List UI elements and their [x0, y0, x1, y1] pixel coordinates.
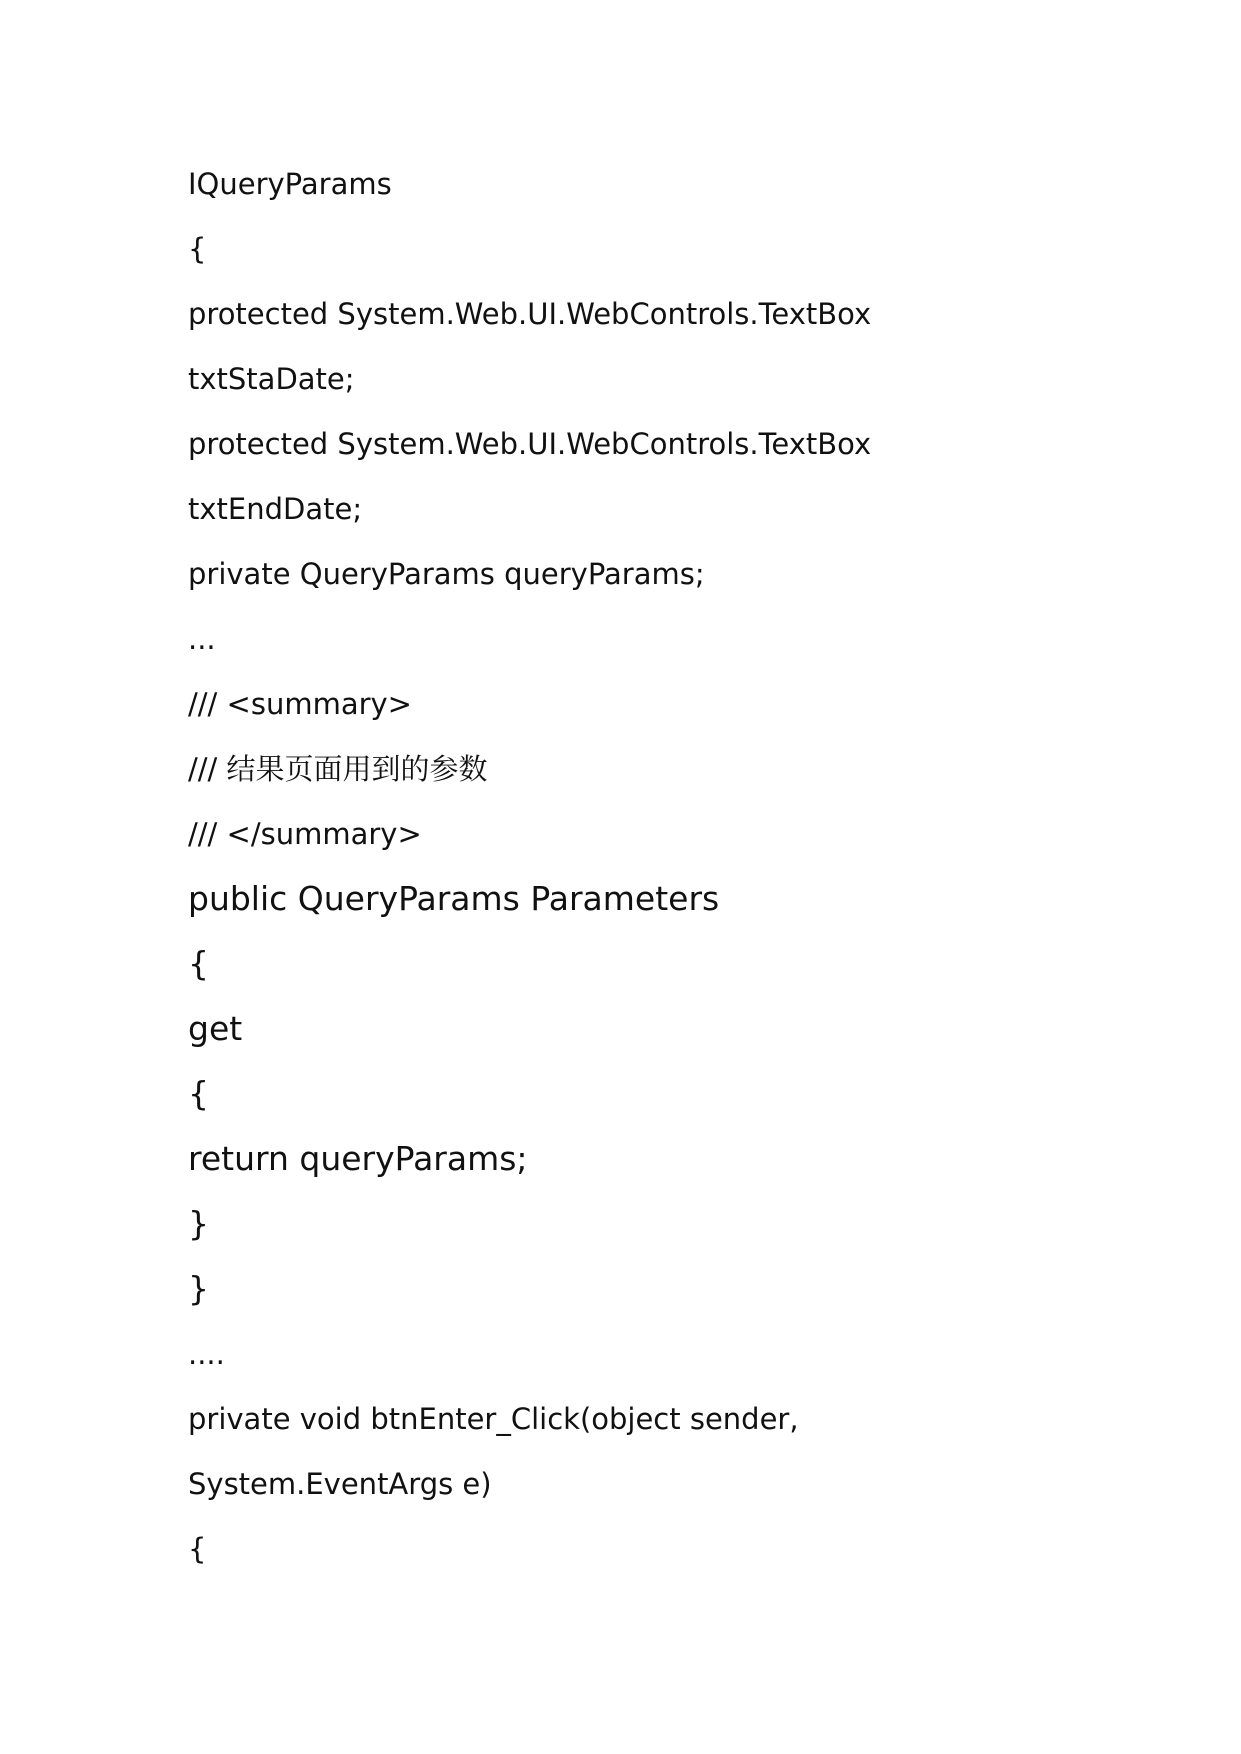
code-line: private QueryParams queryParams;	[188, 557, 705, 591]
code-listing	[188, 156, 1188, 1586]
code-comment-line: /// </summary>	[188, 817, 422, 851]
code-line: {	[188, 232, 207, 266]
code-line: {	[188, 1532, 207, 1566]
code-line: private void btnEnter_Click(object sender,	[188, 1402, 799, 1436]
code-line: ...	[188, 622, 216, 656]
code-comment-line: /// <summary>	[188, 687, 412, 721]
code-line: {	[188, 1074, 209, 1113]
code-line: ....	[188, 1337, 225, 1371]
code-line: }	[188, 1204, 209, 1243]
code-line: {	[188, 944, 209, 983]
code-comment-line: /// 结果页面用到的参数	[188, 752, 488, 786]
code-line: txtStaDate;	[188, 362, 355, 396]
code-line: protected System.Web.UI.WebControls.TextBox	[188, 427, 872, 461]
code-line: txtEndDate;	[188, 492, 363, 526]
code-line: IQueryParams	[188, 167, 392, 201]
code-line: System.EventArgs e)	[188, 1467, 492, 1501]
code-line: get	[188, 1009, 243, 1048]
code-line: }	[188, 1269, 209, 1308]
code-line: protected System.Web.UI.WebControls.TextBox	[188, 297, 872, 331]
code-line: public QueryParams Parameters	[188, 879, 720, 918]
code-line: return queryParams;	[188, 1139, 528, 1178]
